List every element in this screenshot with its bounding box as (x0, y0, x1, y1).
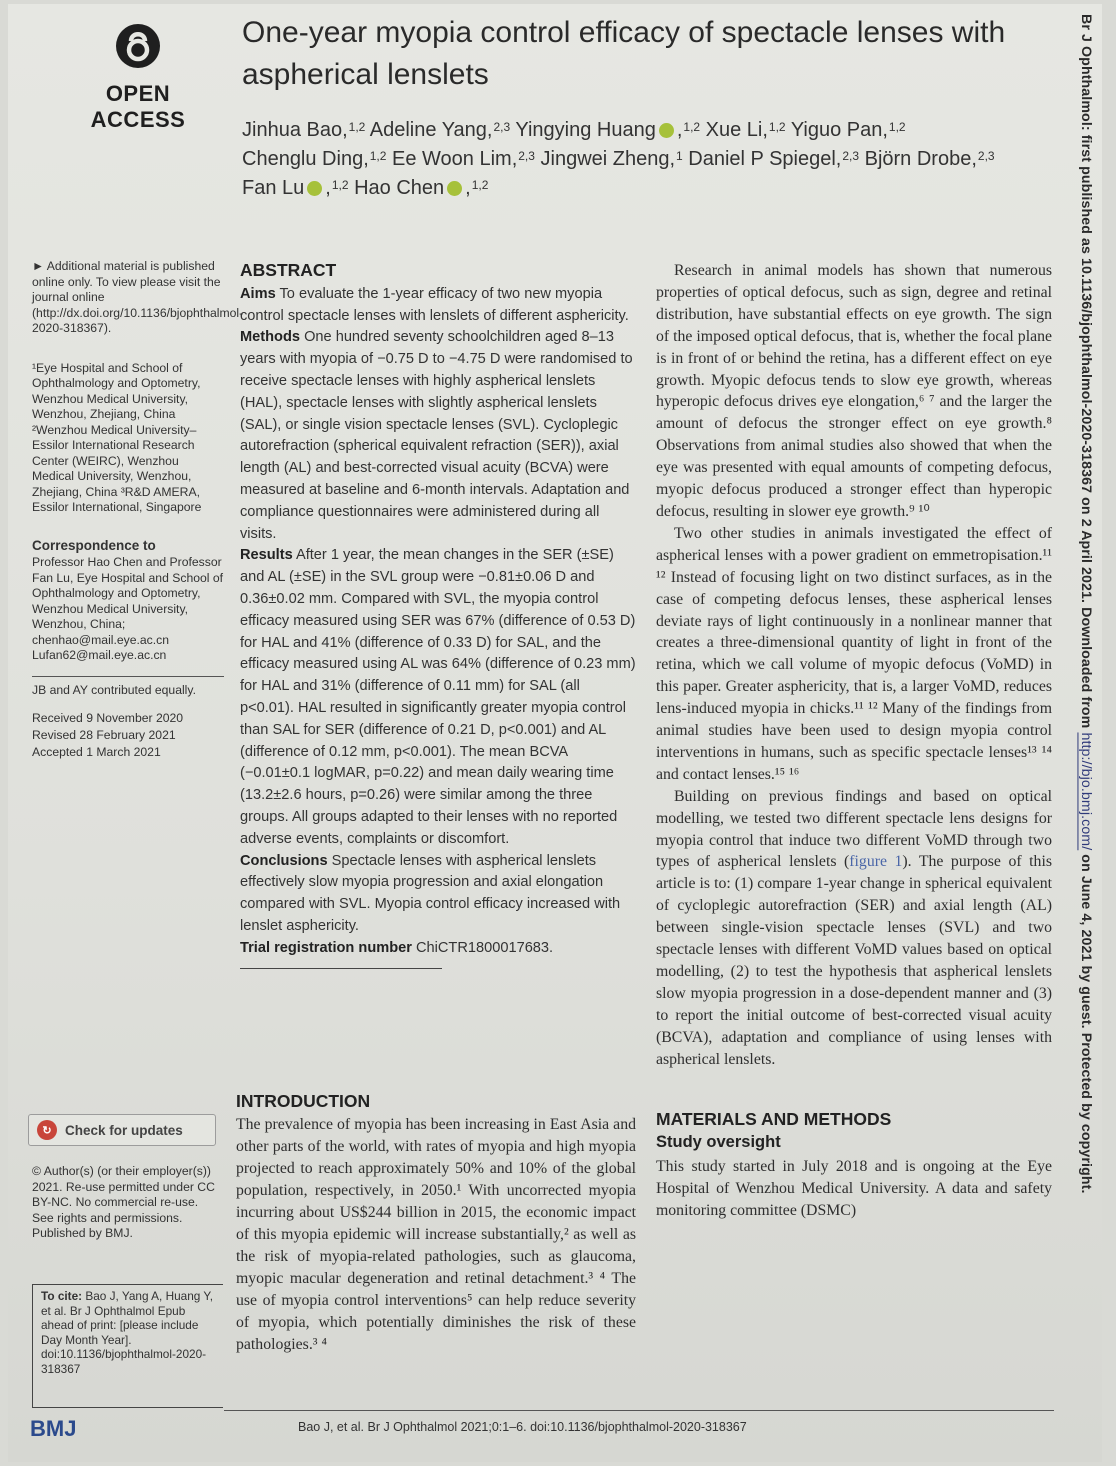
results-label: Results (240, 547, 293, 564)
footer-citation: Bao J, et al. Br J Ophthalmol 2021;0:1–6. doi:10.1136/bjophthalmol-2020-318367 (298, 1420, 747, 1434)
check-for-updates-label: Check for updates (65, 1122, 183, 1138)
paragraph-text: ). The purpose of this article is to: (1) compare 1-year change in spherical equivalent of cycloplegic autorefraction (SER) and axial length (AL) between single-vision spectacle lenses (SVL) and two spectacle lenses with different VoMD values based on optical modelling, (2) to test the hypothesis that aspherical lenslets slow myopia progression in a dose-dependent manner and (3) to report the initial outcome of best-corrected visual acuity (BCVA), adaptation and compliance of using lenses with aspherical lenslets. (656, 853, 1052, 1068)
download-notice-text: Br J Ophthalmol: first published as 10.1136/bjophthalmol-2020-318367 on 2 April 2021. Downloaded from (1078, 14, 1094, 733)
paragraph: This study started in July 2018 and is ongoing at the Eye Hospital of Wenzhou Medical University. A data and safety monitoring committee (DSMC) (656, 1158, 1052, 1220)
orcid-icon[interactable] (307, 181, 322, 196)
accepted-date: Accepted 1 March 2021 (32, 745, 161, 759)
to-cite-text: Bao J, Yang A, Huang Y, et al. Br J Ophthalmol Epub ahead of print: [please include Day Month Year]. doi:10.1136/bjophthalmol-2020-318367 (41, 1289, 214, 1376)
materials-methods-heading: MATERIALS AND METHODS (656, 1108, 892, 1129)
open-access-label: OPEN ACCESS (90, 81, 186, 132)
author-name-text: Adeline Yang, (369, 119, 493, 141)
bmj-logo: BMJ (30, 1416, 77, 1441)
author-name-text: Ee Woon Lim, (392, 148, 518, 170)
affiliation-marker: 1 (676, 149, 683, 163)
author-name[interactable]: Fan Lu ,$^{1,2}$ (242, 177, 349, 199)
figure-1-link[interactable]: figure 1 (849, 853, 903, 871)
journal-link[interactable]: http://bjo.bmj.com/ (1078, 732, 1094, 851)
orcid-icon[interactable] (659, 123, 674, 138)
methods-text: One hundred seventy schoolchildren aged 8–13 years with myopia of −0.75 D to −4.75 D were randomised to receive spectacle lenses with highly aspherical lenslets (HAL), spectacle lenses with slightly aspherical lenslets (SAL), or single vision spectacle lenses (SVL). Cycloplegic autorefraction (spherical equivalent refraction (SER)), axial length (AL) and best-corrected visual acuity (BCVA) were measured at baseline and 6-month intervals. Adaptation and compliance questionnaires were administered during all visits. (240, 329, 633, 542)
copyright-notice-text: on June 4, 2021 by guest. Protected by copyright. (1078, 850, 1094, 1194)
author-name-text: Fan Lu (242, 177, 305, 199)
sidebar (32, 259, 244, 773)
abstract (240, 260, 636, 969)
affiliation-marker: 1,2 (348, 120, 366, 134)
open-access-logo (68, 22, 208, 133)
author-name[interactable] (242, 148, 386, 170)
copyright-note: © Author(s) (or their employer(s)) 2021. Re-use permitted under CC BY-NC. No commercial re-use. See rights and permissions. Published by BMJ. (32, 1164, 215, 1240)
affiliation-marker: 1,2 (331, 178, 349, 192)
received-date: Received 9 November 2020 (32, 711, 184, 725)
author-name-text: Hao Chen (354, 177, 445, 199)
study-oversight-heading: Study oversight (656, 1133, 781, 1152)
affiliations: ¹Eye Hospital and School of Ophthalmology and Optometry, Wenzhou Medical University, Wenzhou, Zhejiang, China ²Wenzhou Medical University–Essilor International Research Center (WEIRC), Wenzhou Medical University, Wenzhou, Zhejiang, China ³R&D AMERA, Essilor International, Singapore (32, 360, 202, 514)
author-name[interactable]: Yingying Huang ,$^{1,2}$ (515, 119, 701, 141)
paragraph (656, 786, 1052, 1071)
author-name[interactable]: Hao Chen ,$^{1,2}$ (354, 177, 489, 199)
materials-methods (656, 1109, 1052, 1223)
affiliation-marker: 1,2 (768, 120, 786, 134)
results-text: After 1 year, the mean changes in the SER (±SE) and AL (±SE) in the SVL group were −0.81±0.06 D and 0.36±0.02 mm. Compared with SVL, the myopia control efficacy measured using SER was 67% (difference of 0.53 D) for HAL and 41% (difference of 0.33 D) for SAL, and the efficacy measured using AL was 64% (difference of 0.23 mm) for HAL and 31% (difference of 0.11 mm) for SAL (all p<0.01). HAL resulted in significantly greater myopia control than SAL for SER (difference of 0.21 D, p<0.001) and AL (difference of 0.12 mm, p<0.001). The mean BCVA (−0.01±0.1 logMAR, p=0.22) and mean daily wearing time (13.2±2.6 hours, p=0.26) were similar among the three groups. All groups adapted to their lenses with no reported adverse events, complaints or discomfort. (240, 547, 636, 847)
methods-label: Methods (240, 329, 300, 346)
author-name[interactable] (706, 119, 786, 141)
affiliation-marker: 1,2 (683, 120, 701, 134)
author-name-text: Yiguo Pan, (790, 119, 888, 141)
affiliation-marker: 2,3 (842, 149, 860, 163)
conclusions-label: Conclusions (240, 852, 328, 869)
correspondence-text: Professor Hao Chen and Professor Fan Lu, Eye Hospital and School of Ophthalmology and Optometry, Wenzhou Medical University, Wenzhou, China; chenhao@mail.eye.ac.cn Lufan62@mail.eye.ac.cn (32, 555, 224, 662)
aims-text: To evaluate the 1-year efficacy of two new myopia control spectacle lenses with lenslets of different asphericity. (240, 285, 629, 324)
abstract-heading: ABSTRACT (240, 260, 337, 280)
author-name-text: Xue Li, (705, 119, 768, 141)
orcid-icon[interactable] (447, 181, 462, 196)
updates-icon: ↻ (37, 1120, 57, 1140)
article-title: One-year myopia control efficacy of spectacle lenses with aspherical lenslets (242, 16, 1006, 91)
aims-label: Aims (240, 285, 276, 302)
affiliation-marker: 1,2 (471, 178, 489, 192)
author-name[interactable] (865, 148, 995, 170)
conclusions-text: Spectacle lenses with aspherical lenslets effectively slow myopia progression and axial elongation compared with SVL. Myopia control efficacy increased with lenslet asphericity. (240, 852, 621, 934)
check-for-updates-button[interactable] (28, 1114, 216, 1146)
author-name-text: Yingying Huang (515, 119, 656, 141)
introduction (236, 1090, 636, 1356)
to-cite-box (32, 1284, 223, 1408)
author-name[interactable] (541, 148, 683, 170)
paper-page (8, 4, 1102, 1462)
footer-divider (224, 1410, 1054, 1411)
author-name[interactable] (242, 119, 365, 141)
author-name-text: Jingwei Zheng, (540, 148, 676, 170)
affiliation-marker: 2,3 (493, 120, 511, 134)
download-notice (1076, 14, 1100, 1454)
abstract-divider (240, 968, 442, 969)
author-name[interactable] (392, 148, 535, 170)
correspondence-heading: Correspondence to (32, 537, 156, 553)
paragraph: Research in animal models has shown that numerous properties of optical defocus, such as sign, degree and retinal distribution, have substantial effects on eye growth. The sign of the imposed optical defocus, that is, whether the focal plane is in front of or behind the retina, has a different effect on eye growth. Myopic defocus tends to slow eye growth, whereas hyperopic defocus drives eye elongation,⁶ ⁷ and the larger the amount of defocus the stronger effect on eye growth.⁸ Observations from animal studies also showed that when the eye was presented with equal amounts of competing defocus, myopic defocus produced a stronger effect than hyperopic defocus, resulting in slower eye growth.⁹ ¹⁰ (656, 262, 1052, 520)
trial-registration-label: Trial registration number (240, 939, 412, 956)
revised-date: Revised 28 February 2021 (32, 728, 176, 742)
paragraph: Two other studies in animals investigated the effect of aspherical lenses with a power gradient on emmetropisation.¹¹ ¹² Instead of focusing light on two distinct surfaces, as in the case of competing defocus lenses, these aspherical lenses deviate rays of light continuously in a nonlinear manner that creates a three-dimensional quantity of light in front of the retina, which we call volume of myopic defocus (VoMD) in this paper. Greater asphericity, that is, a larger VoMD, reduces lens-induced myopia in chicks.¹¹ ¹² Many of the findings from animal studies have been used to design myopia control interventions in humans, such as specific spectacle lenses¹³ ¹⁴ and contact lenses.¹⁵ ¹⁶ (656, 524, 1052, 783)
author-name-text: Jinhua Bao, (242, 119, 348, 141)
affiliation-marker: 1,2 (369, 149, 387, 163)
body-right-column (656, 260, 1052, 1222)
affiliation-marker: 2,3 (518, 149, 535, 163)
paragraph-text: Building on previous findings and based on optical modelling, we tested two different spectacle lens designs for myopia control that induce two different VoMD through two types of aspherical lenslets ( (656, 787, 1052, 871)
affiliation-marker: 2,3 (977, 149, 995, 163)
introduction-text: The prevalence of myopia has been increasing in East Asia and other parts of the world, with rates of myopia and high myopia projected to reach approximately 50% and 10% of the global population, respectively, in 2050.¹ With uncorrected myopia incurring about US$244 billion in 2015, the economic impact of this myopia epidemic will increase substantially,² as well as the risk of myopia-related pathologies, such as glaucoma, myopic macular degeneration and retinal detachment.³ ⁴ The use of myopia control interventions⁵ can help reduce severity of myopia, which potentially diminishes the risk of these pathologies.³ ⁴ (236, 1116, 636, 1353)
additional-material-note: ► Additional material is published online only. To view please visit the journal online (http://dx.doi.org/10.1136/bjophthalmol-2020-318367). (32, 259, 244, 335)
open-access-icon (114, 22, 162, 70)
introduction-heading: INTRODUCTION (236, 1091, 371, 1111)
author-name-text: Chenglu Ding, (242, 148, 369, 170)
author-name-text: Björn Drobe, (864, 148, 977, 170)
author-name[interactable] (688, 148, 859, 170)
author-name[interactable] (370, 119, 510, 141)
equal-contribution-note: JB and AY contributed equally. (32, 676, 224, 699)
trial-registration-number: ChiCTR1800017683. (415, 939, 554, 956)
author-list (242, 116, 1042, 203)
to-cite-heading: To cite: (41, 1289, 83, 1303)
author-name-text: Daniel P Spiegel, (688, 148, 842, 170)
affiliation-marker: 1,2 (888, 120, 906, 134)
author-name[interactable] (791, 119, 906, 141)
